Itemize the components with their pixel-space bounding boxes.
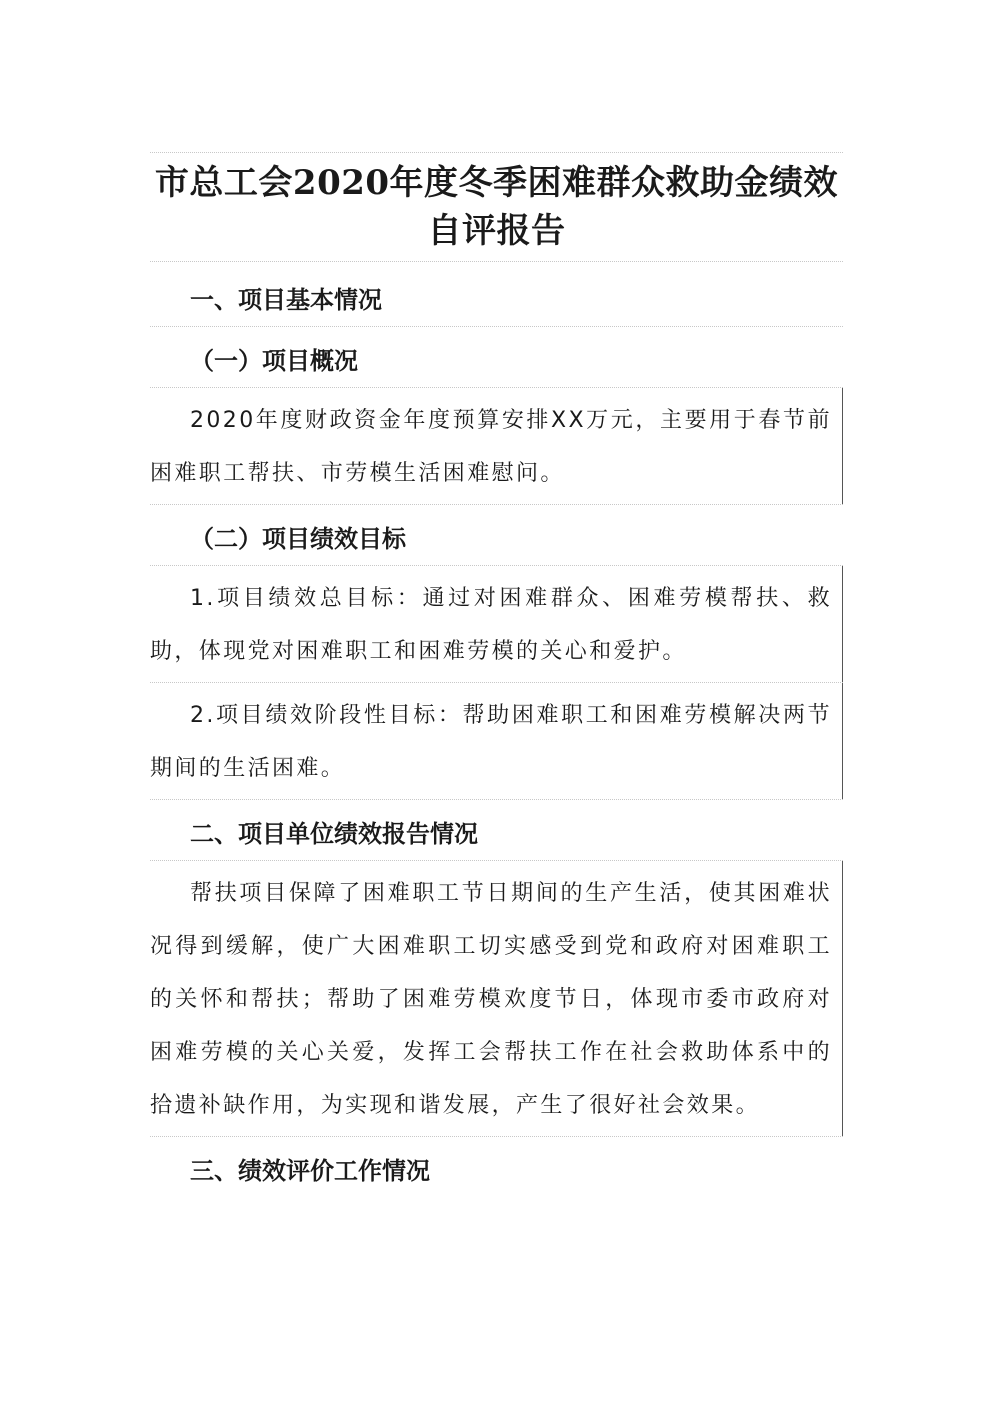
paragraph-block bbox=[150, 566, 843, 683]
paragraph-block bbox=[150, 388, 843, 505]
heading-performance-goals: （二）项目绩效目标 bbox=[190, 525, 406, 553]
heading-unit-report: 二、项目单位绩效报告情况 bbox=[190, 820, 478, 848]
title-block bbox=[150, 152, 843, 262]
section-heading-1-2 bbox=[150, 505, 843, 566]
heading-project-overview: （一）项目概况 bbox=[190, 347, 358, 375]
document-body bbox=[150, 152, 843, 1197]
paragraph-block bbox=[150, 861, 843, 1137]
section-heading-1 bbox=[150, 262, 843, 327]
heading-evaluation-work: 三、绩效评价工作情况 bbox=[190, 1157, 430, 1185]
section-heading-3 bbox=[150, 1137, 843, 1197]
section-heading-2 bbox=[150, 800, 843, 861]
document-title: 市总工会2020年度冬季困难群众救助金绩效自评报告 bbox=[154, 163, 839, 251]
heading-basic-info: 一、项目基本情况 bbox=[190, 286, 382, 314]
paragraph-overview: 2020年度财政资金年度预算安排XX万元，主要用于春节前困难职工帮扶、市劳模生活困难慰问。 bbox=[150, 388, 843, 504]
paragraph-goal-overall: 1.项目绩效总目标：通过对困难群众、困难劳模帮扶、救助，体现党对困难职工和困难劳模的关心和爱护。 bbox=[150, 566, 843, 682]
paragraph-block bbox=[150, 683, 843, 800]
paragraph-unit-report: 帮扶项目保障了困难职工节日期间的生产生活，使其困难状况得到缓解，使广大困难职工切实感受到党和政府对困难职工的关怀和帮扶；帮助了困难劳模欢度节日，体现市委市政府对困难劳模的关心关爱，发挥工会帮扶工作在社会救助体系中的拾遗补缺作用，为实现和谐发展，产生了很好社会效果。 bbox=[150, 861, 843, 1136]
section-heading-1-1 bbox=[150, 327, 843, 388]
paragraph-goal-stage: 2.项目绩效阶段性目标：帮助困难职工和困难劳模解决两节期间的生活困难。 bbox=[150, 683, 843, 799]
